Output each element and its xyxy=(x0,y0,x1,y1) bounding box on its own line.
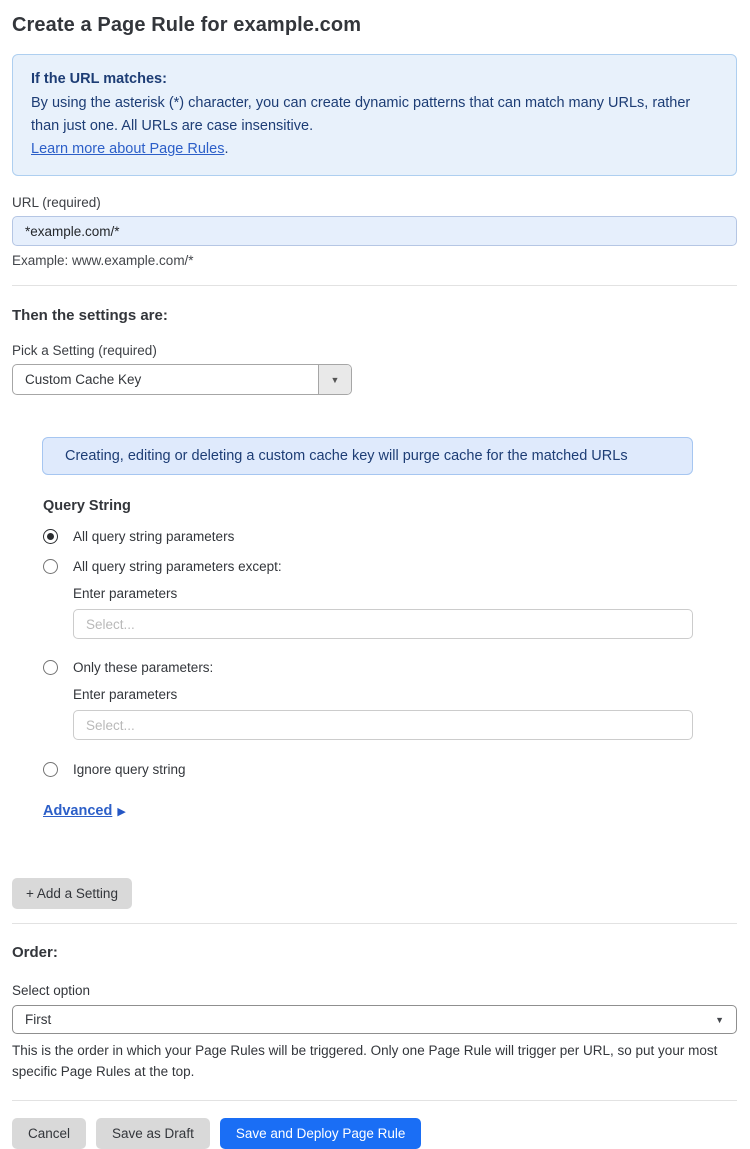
radio-all-query-params[interactable] xyxy=(43,529,737,544)
advanced-link[interactable]: Advanced xyxy=(43,803,113,819)
url-input[interactable] xyxy=(12,216,737,246)
advanced-toggle[interactable] xyxy=(43,803,126,819)
info-box-link-row xyxy=(31,138,718,161)
footer-actions xyxy=(12,1118,737,1149)
pick-setting-label: Pick a Setting (required) xyxy=(12,343,157,358)
radio-only-these-params[interactable] xyxy=(43,660,737,675)
advanced-arrow-icon: ▶ xyxy=(117,805,126,818)
radio-icon[interactable] xyxy=(43,559,58,574)
order-dropdown[interactable] xyxy=(12,1005,737,1034)
setting-dropdown[interactable] xyxy=(12,364,352,395)
save-as-draft-button[interactable]: Save as Draft xyxy=(96,1118,210,1149)
radio-all-params-except[interactable] xyxy=(43,559,737,574)
enter-parameters-label: Enter parameters xyxy=(73,586,178,601)
save-and-deploy-button[interactable]: Save and Deploy Page Rule xyxy=(220,1118,422,1149)
order-heading: Order: xyxy=(12,944,58,961)
chevron-down-icon: ▼ xyxy=(715,1014,724,1025)
cache-purge-notice-text: Creating, editing or deleting a custom cache key will purge cache for the matched URLs xyxy=(65,448,628,464)
link-period: . xyxy=(224,141,229,157)
order-dropdown-value: First xyxy=(25,1012,52,1027)
info-box-body xyxy=(31,92,711,138)
enter-parameters-label: Enter parameters xyxy=(73,687,178,702)
radio-icon[interactable] xyxy=(43,529,58,544)
cancel-button[interactable]: Cancel xyxy=(12,1118,86,1149)
info-box-body-text: By using the asterisk (*) character, you can create dynamic patterns that can match many URLs, rather than just one. All URLs are case insensitive. xyxy=(31,95,691,134)
settings-heading: Then the settings are: xyxy=(12,307,168,324)
page-title: Create a Page Rule for example.com xyxy=(12,14,362,36)
radio-icon[interactable] xyxy=(43,762,58,777)
url-example-text: Example: www.example.com/* xyxy=(12,253,194,268)
divider xyxy=(12,285,737,286)
chevron-down-icon: ▼ xyxy=(330,374,340,385)
order-help-text: This is the order in which your Page Rules will be triggered. Only one Page Rule will trigger per URL, so put your most specific Page Rules at the top. xyxy=(12,1043,718,1079)
divider xyxy=(12,1100,737,1101)
info-box-heading: If the URL matches: xyxy=(31,71,167,87)
cache-purge-notice xyxy=(42,437,693,475)
radio-label: All query string parameters except: xyxy=(73,559,282,574)
divider xyxy=(12,923,737,924)
radio-icon[interactable] xyxy=(43,660,58,675)
only-params-subfield xyxy=(73,687,737,740)
setting-dropdown-value: Custom Cache Key xyxy=(25,372,142,387)
except-params-input[interactable] xyxy=(73,609,693,639)
radio-label: All query string parameters xyxy=(73,529,235,544)
except-params-subfield xyxy=(73,586,737,639)
radio-label: Only these parameters: xyxy=(73,660,214,675)
radio-label: Ignore query string xyxy=(73,762,186,777)
radio-ignore-query-string[interactable] xyxy=(43,762,737,777)
learn-more-link[interactable]: Learn more about Page Rules xyxy=(31,141,225,157)
order-select-label: Select option xyxy=(12,983,91,998)
setting-dropdown-arrow-box[interactable] xyxy=(318,365,351,394)
url-match-info-box xyxy=(12,54,737,176)
url-field-label: URL (required) xyxy=(12,195,101,210)
only-params-input[interactable] xyxy=(73,710,693,740)
query-string-heading: Query String xyxy=(43,498,131,514)
add-setting-button[interactable]: + Add a Setting xyxy=(12,878,132,909)
